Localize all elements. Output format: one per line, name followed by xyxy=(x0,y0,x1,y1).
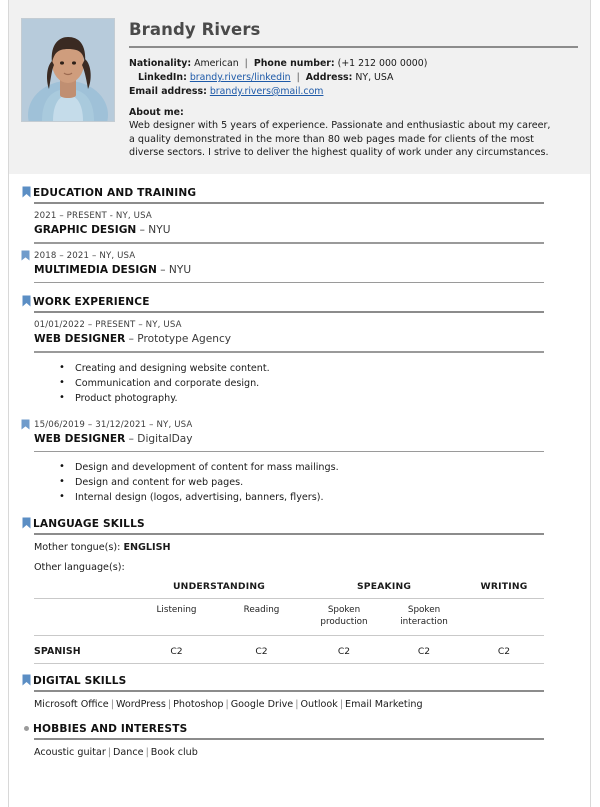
item-separator: | xyxy=(295,699,299,710)
other-languages-label: Other language(s): xyxy=(34,562,125,573)
entry-title xyxy=(34,223,578,237)
entry-dash: – xyxy=(136,224,149,236)
about-me-label: About me: xyxy=(129,107,184,118)
field-separator: | xyxy=(296,72,300,83)
level-spoken-interaction: C2 xyxy=(384,636,464,664)
subcolumn-listening: Listening xyxy=(134,599,219,636)
entry-org: NYU xyxy=(168,263,192,276)
item-separator: | xyxy=(107,747,112,758)
section-header-digital xyxy=(21,675,578,687)
section-title: DIGITAL SKILLS xyxy=(33,675,127,687)
work-entry xyxy=(21,320,578,346)
list-item: • Internal design (logos, advertising, banners, flyers). xyxy=(75,490,578,505)
section-title: HOBBIES AND INTERESTS xyxy=(33,723,188,735)
email-link[interactable]: brandy.rivers@mail.com xyxy=(209,86,324,97)
subcolumn-writing xyxy=(464,599,544,636)
resume-body xyxy=(9,187,590,760)
subcolumn-spoken-interaction: Spoken interaction xyxy=(384,599,464,636)
contact-row-1 xyxy=(129,57,578,71)
list-item: • Design and development of content for mass mailings. xyxy=(75,460,578,475)
entry-date: 2018 – 2021 – NY, USA xyxy=(34,250,136,261)
section-title: WORK EXPERIENCE xyxy=(33,296,150,308)
subcolumn-reading: Reading xyxy=(219,599,304,636)
digital-skills-list xyxy=(21,698,578,712)
skill-item: WordPress xyxy=(115,699,166,710)
bookmark-icon xyxy=(22,186,31,198)
table-subheader-row xyxy=(34,599,544,636)
bookmark-icon xyxy=(21,250,30,261)
phone-value: (+1 212 000 0000) xyxy=(337,58,428,69)
section-header-education xyxy=(21,187,578,199)
entry-divider xyxy=(34,242,544,244)
entry-title xyxy=(34,332,578,346)
section-header-hobbies xyxy=(21,723,578,735)
section-header-work xyxy=(21,296,578,308)
entry-dash: – xyxy=(125,333,138,345)
item-separator: | xyxy=(167,699,172,710)
entry-title xyxy=(34,263,578,277)
table-bottom-divider xyxy=(34,663,544,664)
subcolumn-spoken-production: Spoken production xyxy=(304,599,384,636)
column-header-understanding: UNDERSTANDING xyxy=(173,581,265,592)
avatar xyxy=(21,18,115,122)
entry-divider xyxy=(34,351,544,353)
header-main xyxy=(129,18,578,162)
contact-row-3 xyxy=(129,85,578,99)
skill-item: Google Drive xyxy=(230,699,294,710)
entry-date: 01/01/2022 – PRESENT – NY, USA xyxy=(34,320,182,330)
linkedin-label: LinkedIn: xyxy=(138,72,187,83)
work-entry xyxy=(21,420,578,446)
linkedin-link[interactable]: brandy.rivers/linkedin xyxy=(189,72,291,83)
section-divider xyxy=(34,311,544,313)
item-separator: | xyxy=(225,699,229,710)
name-divider xyxy=(129,46,578,48)
section-work-experience xyxy=(21,296,578,505)
column-header-speaking: SPEAKING xyxy=(356,581,412,592)
language-table xyxy=(34,581,544,663)
education-entry xyxy=(21,251,578,277)
section-digital-skills xyxy=(21,675,578,712)
nationality-value: American xyxy=(194,58,239,69)
section-title: LANGUAGE SKILLS xyxy=(33,518,145,530)
mother-tongue-label: Mother tongue(s): xyxy=(34,542,121,553)
address-value: NY, USA xyxy=(355,72,394,83)
list-item: • Design and content for web pages. xyxy=(75,475,578,490)
work-bullet-list xyxy=(21,361,578,406)
email-label: Email address: xyxy=(129,86,207,97)
hobby-item: Dance xyxy=(113,747,144,758)
entry-dash: – xyxy=(156,263,169,276)
entry-title xyxy=(34,432,578,446)
address-label: Address: xyxy=(305,72,353,83)
list-item: • Communication and corporate design. xyxy=(75,376,578,391)
language-name: SPANISH xyxy=(34,636,134,664)
phone-label: Phone number: xyxy=(253,58,335,69)
table-empty-cell xyxy=(34,599,134,636)
portrait-photo-icon xyxy=(22,19,114,121)
entry-role: WEB DESIGNER xyxy=(34,432,126,445)
skill-item: Email Marketing xyxy=(345,699,423,710)
skill-item: Photoshop xyxy=(173,699,224,710)
contact-row-2 xyxy=(129,71,578,85)
entry-role: WEB DESIGNER xyxy=(34,333,126,345)
resume-page xyxy=(8,0,591,807)
bookmark-icon xyxy=(22,517,31,529)
bookmark-icon xyxy=(21,419,30,430)
table-group-header-row xyxy=(34,581,544,599)
level-spoken-production: C2 xyxy=(304,636,384,664)
hobby-item: Book club xyxy=(150,747,198,758)
nationality-label: Nationality: xyxy=(129,58,192,69)
entry-date: 2021 – PRESENT - NY, USA xyxy=(34,211,152,221)
table-corner-cell xyxy=(34,581,134,599)
table-row xyxy=(34,636,544,664)
page-title: Brandy Rivers xyxy=(129,20,261,39)
entry-divider xyxy=(34,282,544,284)
section-education xyxy=(21,187,578,283)
list-item: • Creating and designing website content. xyxy=(75,361,578,376)
item-separator: | xyxy=(339,699,344,710)
entry-role: MULTIMEDIA DESIGN xyxy=(34,263,157,276)
section-divider xyxy=(34,690,544,692)
section-hobbies xyxy=(21,723,578,760)
hobbies-list xyxy=(21,746,578,760)
bookmark-icon xyxy=(22,674,31,686)
level-writing: C2 xyxy=(464,636,544,664)
bookmark-icon xyxy=(22,295,31,307)
section-language-skills xyxy=(21,518,578,664)
entry-divider xyxy=(34,451,544,453)
section-title: EDUCATION AND TRAINING xyxy=(33,187,197,199)
resume-header xyxy=(9,0,590,174)
entry-org: DigitalDay xyxy=(137,432,193,445)
section-divider xyxy=(34,738,544,740)
skill-item: Microsoft Office xyxy=(34,699,109,710)
item-separator: | xyxy=(110,699,114,710)
level-reading: C2 xyxy=(219,636,304,664)
field-separator: | xyxy=(244,58,248,69)
column-header-writing: WRITING xyxy=(480,581,528,592)
level-listening: C2 xyxy=(134,636,219,664)
list-item: • Product photography. xyxy=(75,391,578,406)
education-entry xyxy=(21,211,578,237)
section-divider xyxy=(34,202,544,204)
item-separator: | xyxy=(145,747,149,758)
entry-dash: – xyxy=(125,432,138,445)
entry-date: 15/06/2019 – 31/12/2021 – NY, USA xyxy=(34,419,193,430)
entry-org: NYU xyxy=(148,224,171,236)
mother-tongue-value: ENGLISH xyxy=(123,542,171,553)
entry-org: Prototype Agency xyxy=(137,333,232,345)
entry-role: GRAPHIC DESIGN xyxy=(34,224,137,236)
dot-marker-icon xyxy=(24,726,29,731)
section-header-language xyxy=(21,518,578,530)
hobby-item: Acoustic guitar xyxy=(34,747,106,758)
skill-item: Outlook xyxy=(300,699,338,710)
section-divider xyxy=(34,533,544,535)
work-bullet-list xyxy=(21,460,578,505)
mother-tongue-row xyxy=(21,540,578,555)
about-me-text: Web designer with 5 years of experience. Passionate and enthusiastic about my career, a quality demonstrated in the more than 80 web pages made for clients of the most diverse sectors. I strive to deliver the highest quality of work under any circumstances. xyxy=(129,120,551,159)
